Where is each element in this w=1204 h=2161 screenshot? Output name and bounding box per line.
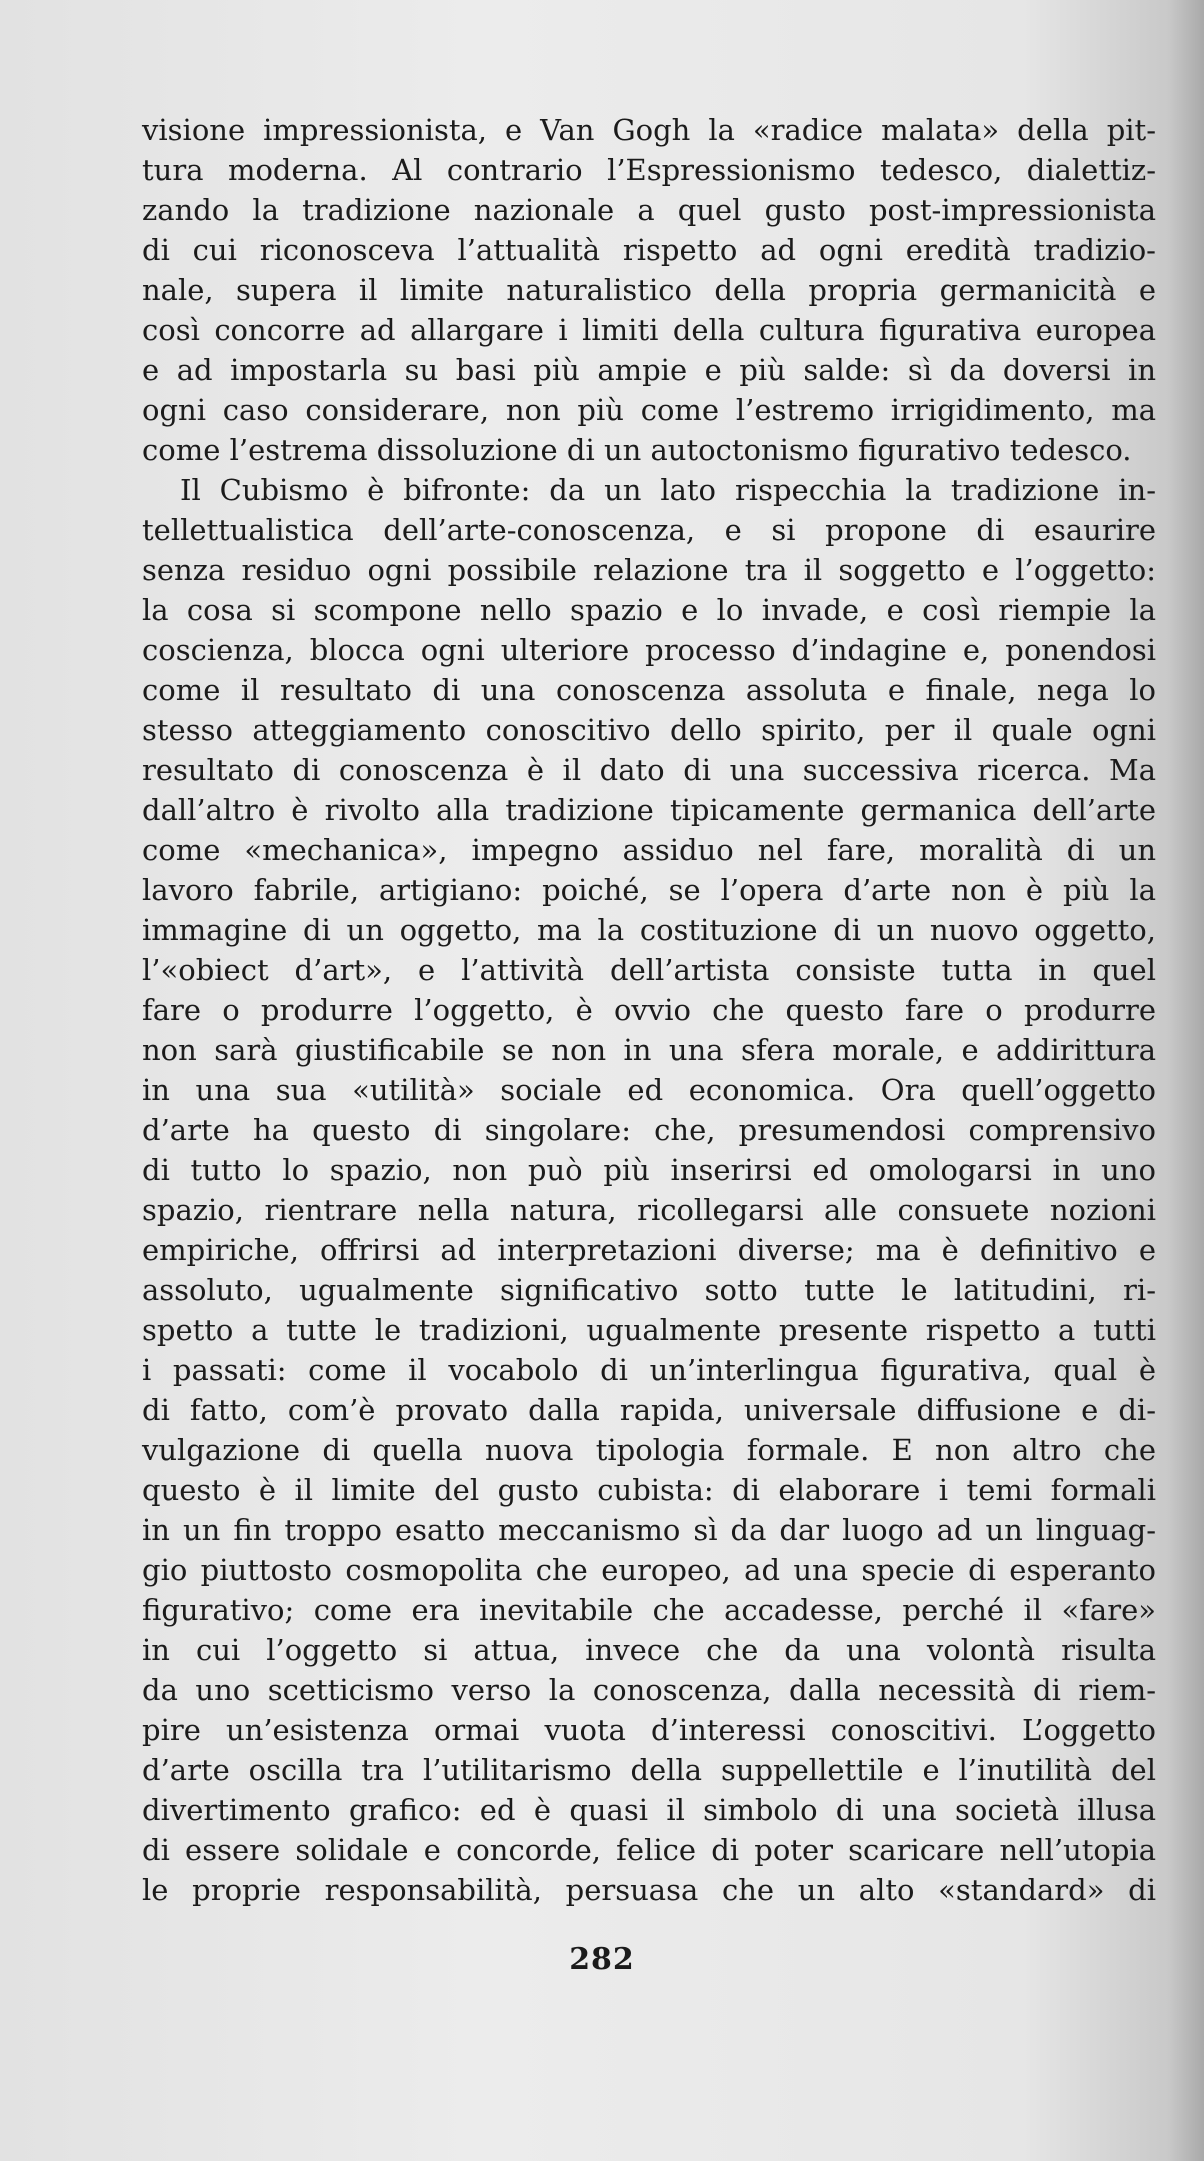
text-line: la cosa si scompone nello spazio e lo invade, e così riempie la <box>142 593 1156 627</box>
text-line: in un fin troppo esatto meccanismo sì da dar luogo ad un linguag- <box>142 1513 1156 1547</box>
page-number: 282 <box>569 1942 635 1977</box>
text-line: fare o produrre l’oggetto, è ovvio che questo fare o produrre <box>142 993 1156 1027</box>
text-line: dall’altro è rivolto alla tradizione tipicamente germanica dell’arte <box>142 793 1156 827</box>
text-line: senza residuo ogni possibile relazione tra il soggetto e l’oggetto: <box>142 553 1156 587</box>
text-line: di tutto lo spazio, non può più inserirsi ed omologarsi in uno <box>142 1153 1156 1187</box>
text-line: di essere solidale e concorde, felice di poter scaricare nell’utopia <box>142 1833 1156 1867</box>
text-line: spazio, rientrare nella natura, ricollegarsi alle consuete nozioni <box>142 1193 1156 1227</box>
text-line: gio piuttosto cosmopolita che europeo, ad una specie di esperanto <box>142 1553 1156 1587</box>
text-line: di cui riconosceva l’attualità rispetto ad ogni eredità tradizio- <box>142 233 1156 267</box>
text-line: resultato di conoscenza è il dato di una successiva ricerca. Ma <box>142 753 1156 787</box>
text-line: d’arte oscilla tra l’utilitarismo della suppellettile e l’inutilità del <box>142 1753 1156 1787</box>
text-line: immagine di un oggetto, ma la costituzione di un nuovo oggetto, <box>142 913 1156 947</box>
text-line: in una sua «utilità» sociale ed economica. Ora quell’oggetto <box>142 1073 1156 1107</box>
text-line: figurativo; come era inevitabile che accadesse, perché il «fare» <box>142 1593 1156 1627</box>
text-line: spetto a tutte le tradizioni, ugualmente presente rispetto a tutti <box>142 1313 1156 1347</box>
text-line: non sarà giustificabile se non in una sfera morale, e addirittura <box>142 1033 1156 1067</box>
text-line: l’«obiect d’art», e l’attività dell’artista consiste tutta in quel <box>142 953 1156 987</box>
text-line: visione impressionista, e Van Gogh la «radice malata» della pit- <box>142 113 1156 147</box>
text-line: come «mechanica», impegno assiduo nel fare, moralità di un <box>142 833 1156 867</box>
text-line-indented: Il Cubismo è bifronte: da un lato rispecchia la tradizione in- <box>180 473 1156 507</box>
text-line: le proprie responsabilità, persuasa che un alto «standard» di <box>142 1873 1156 1907</box>
text-line: così concorre ad allargare i limiti della cultura figurativa europea <box>142 313 1156 347</box>
text-line: tura moderna. Al contrario l’Espressionismo tedesco, dialettiz- <box>142 153 1156 187</box>
text-line: pire un’esistenza ormai vuota d’interessi conoscitivi. L’oggetto <box>142 1713 1156 1747</box>
text-line: zando la tradizione nazionale a quel gusto post-impressionista <box>142 193 1156 227</box>
text-line: ogni caso considerare, non più come l’estremo irrigidimento, ma <box>142 393 1156 427</box>
text-line: questo è il limite del gusto cubista: di elaborare i temi formali <box>142 1473 1156 1507</box>
text-line: come il resultato di una conoscenza assoluta e finale, nega lo <box>142 673 1156 707</box>
text-line: nale, supera il limite naturalistico della propria germanicità e <box>142 273 1156 307</box>
text-line: di fatto, com’è provato dalla rapida, universale diffusione e di- <box>142 1393 1156 1427</box>
text-line: d’arte ha questo di singolare: che, presumendosi comprensivo <box>142 1113 1156 1147</box>
text-line: stesso atteggiamento conoscitivo dello spirito, per il quale ogni <box>142 713 1156 747</box>
text-line: tellettualistica dell’arte-conoscenza, e si propone di esaurire <box>142 513 1156 547</box>
text-line: da uno scetticismo verso la conoscenza, dalla necessità di riem- <box>142 1673 1156 1707</box>
body-text <box>142 110 1156 1910</box>
text-line: e ad impostarla su basi più ampie e più salde: sì da doversi in <box>142 353 1156 387</box>
text-line: empiriche, offrirsi ad interpretazioni diverse; ma è definitivo e <box>142 1233 1156 1267</box>
text-line: vulgazione di quella nuova tipologia formale. E non altro che <box>142 1433 1156 1467</box>
text-line: lavoro fabrile, artigiano: poiché, se l’opera d’arte non è più la <box>142 873 1156 907</box>
text-line: i passati: come il vocabolo di un’interlingua figurativa, qual è <box>142 1353 1156 1387</box>
text-line: come l’estrema dissoluzione di un autoctonismo figurativo tedesco. <box>142 433 1132 467</box>
text-line: coscienza, blocca ogni ulteriore processo d’indagine e, ponendosi <box>142 633 1156 667</box>
text-line: divertimento grafico: ed è quasi il simbolo di una società illusa <box>142 1793 1156 1827</box>
text-line: in cui l’oggetto si attua, invece che da una volontà risulta <box>142 1633 1156 1667</box>
text-line: assoluto, ugualmente significativo sotto tutte le latitudini, ri- <box>142 1273 1156 1307</box>
